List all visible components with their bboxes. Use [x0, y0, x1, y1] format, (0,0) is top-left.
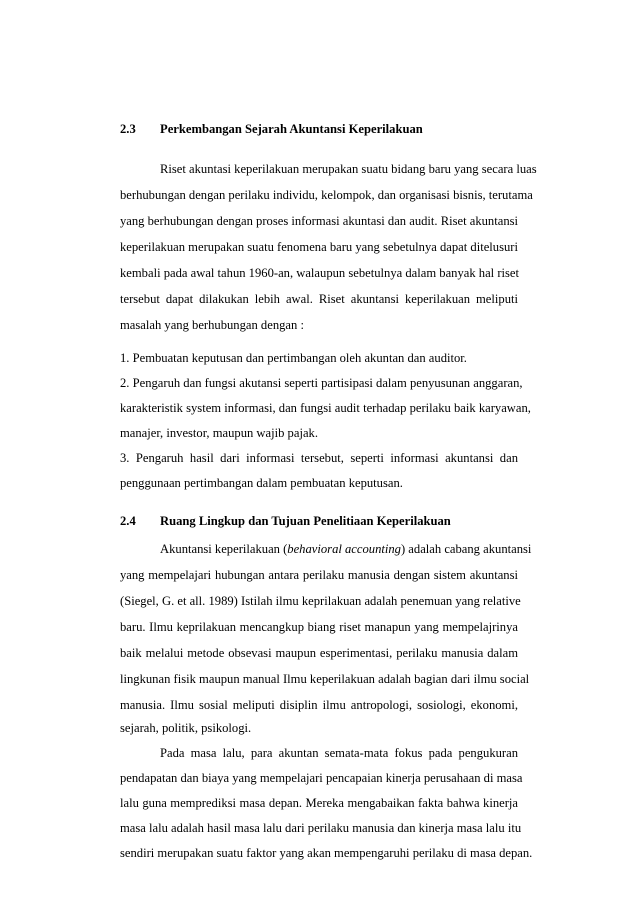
list-item: 3. Pengaruh hasil dari informasi tersebut, seperti informasi akuntansi dan — [120, 451, 518, 465]
section-number: 2.3 — [120, 122, 136, 136]
section-number: 2.4 — [120, 514, 136, 528]
text-run: ) adalah cabang akuntansi — [400, 542, 532, 556]
section-title: Perkembangan Sejarah Akuntansi Keperilakuan — [160, 122, 423, 136]
paragraph-line: Riset akuntasi keperilakuan merupakan suatu bidang baru yang secara luas — [160, 162, 537, 176]
italic-term: behavioral accounting — [287, 542, 401, 556]
paragraph-line: keperilakuan merupakan suatu fenomena baru yang sebetulnya dapat ditelusuri — [120, 240, 518, 254]
paragraph-line: sejarah, politik, psikologi. — [120, 721, 252, 735]
paragraph-line — [160, 542, 532, 557]
paragraph-line: lingkunan fisik maupun manual Ilmu keperilakuan adalah bagian dari ilmu social — [120, 672, 530, 686]
list-item-continuation: penggunaan pertimbangan dalam pembuatan keputusan. — [120, 476, 403, 490]
paragraph-line: masa lalu adalah hasil masa lalu dari perilaku manusia dan kinerja masa lalu itu — [120, 821, 522, 835]
paragraph-line: pendapatan dan biaya yang mempelajari pencapaian kinerja perusahaan di masa — [120, 771, 523, 785]
paragraph-line: berhubungan dengan perilaku individu, kelompok, dan organisasi bisnis, terutama — [120, 188, 533, 202]
paragraph-line: (Siegel, G. et all. 1989) Istilah ilmu keprilakuan adalah penemuan yang relative — [120, 594, 521, 608]
list-item-continuation: manajer, investor, maupun wajib pajak. — [120, 426, 318, 440]
section-heading-2-3 — [120, 122, 423, 137]
paragraph-line: yang mempelajari hubungan antara perilaku manusia dengan sistem akuntansi — [120, 568, 518, 582]
section-title: Ruang Lingkup dan Tujuan Penelitiaan Keperilakuan — [160, 514, 451, 528]
paragraph-line: sendiri merupakan suatu faktor yang akan mempengaruhi perilaku di masa depan. — [120, 846, 533, 860]
paragraph-line: baik melalui metode obsevasi maupun esperimentasi, perilaku manusia dalam — [120, 646, 518, 660]
paragraph-line: baru. Ilmu keprilakuan mencangkup biang riset manapun yang mempelajrinya — [120, 620, 518, 634]
text-run: Akuntansi keperilakuan ( — [160, 542, 288, 556]
section-heading-2-4 — [120, 514, 451, 529]
paragraph-line: kembali pada awal tahun 1960-an, walaupun sebetulnya dalam banyak hal riset — [120, 266, 520, 280]
paragraph-line: yang berhubungan dengan proses informasi akuntasi dan audit. Riset akuntansi — [120, 214, 519, 228]
list-item-continuation: karakteristik system informasi, dan fungsi audit terhadap perilaku baik karyawan, — [120, 401, 531, 415]
paragraph-line: tersebut dapat dilakukan lebih awal. Riset akuntansi keperilakuan meliputi — [120, 292, 518, 306]
paragraph-line: manusia. Ilmu sosial meliputi disiplin ilmu antropologi, sosiologi, ekonomi, — [120, 698, 518, 712]
paragraph-line: Pada masa lalu, para akuntan semata-mata fokus pada pengukuran — [160, 746, 518, 760]
list-item: 2. Pengaruh dan fungsi akutansi seperti partisipasi dalam penyusunan anggaran, — [120, 376, 523, 390]
list-item: 1. Pembuatan keputusan dan pertimbangan oleh akuntan dan auditor. — [120, 351, 467, 365]
paragraph-line: lalu guna memprediksi masa depan. Mereka mengabaikan fakta bahwa kinerja — [120, 796, 518, 810]
paragraph-line: masalah yang berhubungan dengan : — [120, 318, 304, 332]
